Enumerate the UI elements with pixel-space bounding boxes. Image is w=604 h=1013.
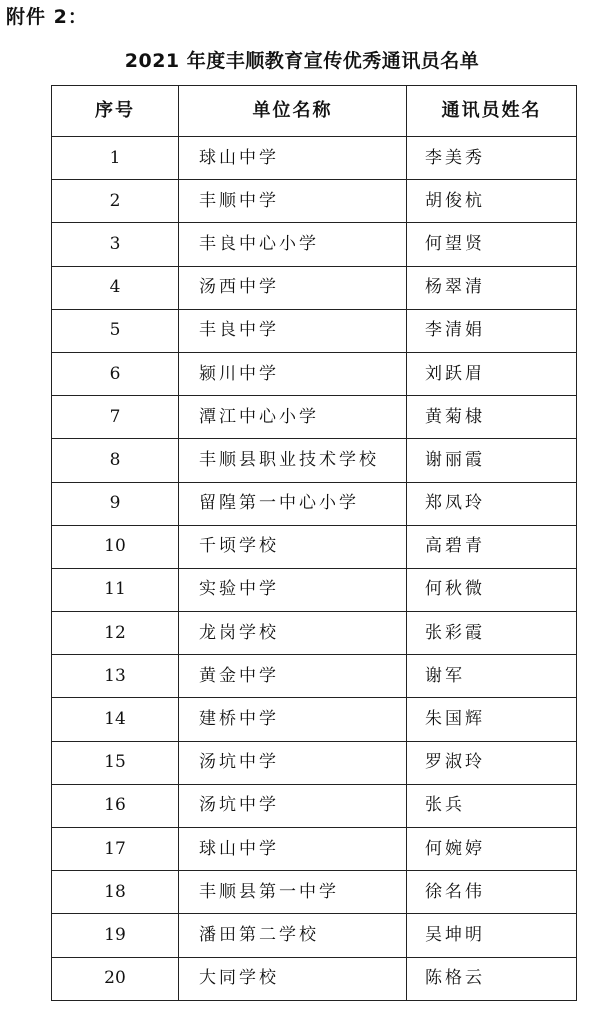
table-row: [52, 137, 577, 180]
table-row: [52, 741, 577, 784]
correspondent-name-cell: 朱国辉: [407, 698, 577, 741]
table-row: [52, 309, 577, 352]
serial-number-cell: 7: [52, 396, 179, 439]
correspondent-name-cell: 高碧青: [407, 525, 577, 568]
serial-number-cell: 20: [52, 957, 179, 1000]
table-row: [52, 871, 577, 914]
serial-number-cell: 6: [52, 352, 179, 395]
correspondent-name-cell: 黄菊棣: [407, 396, 577, 439]
table-row: [52, 525, 577, 568]
table-row: [52, 352, 577, 395]
table-row: [52, 223, 577, 266]
unit-name-cell: 大同学校: [179, 957, 407, 1000]
serial-number-cell: 1: [52, 137, 179, 180]
serial-number-cell: 2: [52, 180, 179, 223]
table-row: [52, 439, 577, 482]
unit-name-cell: 龙岗学校: [179, 612, 407, 655]
serial-number-cell: 16: [52, 784, 179, 827]
unit-name-cell: 球山中学: [179, 828, 407, 871]
table-row: [52, 655, 577, 698]
unit-name-cell: 实验中学: [179, 568, 407, 611]
unit-name-cell: 留隍第一中心小学: [179, 482, 407, 525]
correspondent-name-cell: 杨翠清: [407, 266, 577, 309]
table-row: [52, 698, 577, 741]
serial-number-cell: 11: [52, 568, 179, 611]
unit-name-cell: 千顷学校: [179, 525, 407, 568]
serial-number-cell: 12: [52, 612, 179, 655]
serial-number-cell: 10: [52, 525, 179, 568]
correspondent-name-cell: 陈格云: [407, 957, 577, 1000]
table-body: [52, 137, 577, 1001]
table-row: [52, 180, 577, 223]
table-row: [52, 914, 577, 957]
correspondent-name-cell: 何婉婷: [407, 828, 577, 871]
correspondent-name-cell: 李清娟: [407, 309, 577, 352]
header-serial-number: 序号: [52, 86, 179, 137]
correspondent-name-cell: 谢丽霞: [407, 439, 577, 482]
unit-name-cell: 球山中学: [179, 137, 407, 180]
correspondent-name-cell: 张彩霞: [407, 612, 577, 655]
table-row: [52, 612, 577, 655]
unit-name-cell: 建桥中学: [179, 698, 407, 741]
unit-name-cell: 汤西中学: [179, 266, 407, 309]
correspondent-name-cell: 何秋微: [407, 568, 577, 611]
unit-name-cell: 丰顺县第一中学: [179, 871, 407, 914]
unit-name-cell: 潭江中心小学: [179, 396, 407, 439]
serial-number-cell: 3: [52, 223, 179, 266]
table-row: [52, 784, 577, 827]
unit-name-cell: 汤坑中学: [179, 784, 407, 827]
unit-name-cell: 潘田第二学校: [179, 914, 407, 957]
correspondent-table: [51, 85, 577, 1001]
serial-number-cell: 18: [52, 871, 179, 914]
serial-number-cell: 14: [52, 698, 179, 741]
correspondent-name-cell: 何望贤: [407, 223, 577, 266]
serial-number-cell: 5: [52, 309, 179, 352]
unit-name-cell: 丰顺县职业技术学校: [179, 439, 407, 482]
serial-number-cell: 17: [52, 828, 179, 871]
correspondent-name-cell: 郑凤玲: [407, 482, 577, 525]
table-row: [52, 396, 577, 439]
unit-name-cell: 丰良中学: [179, 309, 407, 352]
correspondent-name-cell: 胡俊杭: [407, 180, 577, 223]
correspondent-name-cell: 吴坤明: [407, 914, 577, 957]
table-row: [52, 957, 577, 1000]
serial-number-cell: 8: [52, 439, 179, 482]
table-row: [52, 482, 577, 525]
correspondent-name-cell: 刘跃眉: [407, 352, 577, 395]
correspondent-name-cell: 张兵: [407, 784, 577, 827]
unit-name-cell: 颍川中学: [179, 352, 407, 395]
table-header-row: [52, 86, 577, 137]
unit-name-cell: 黄金中学: [179, 655, 407, 698]
attachment-label: 附件 2：: [6, 6, 88, 28]
header-unit-name: 单位名称: [179, 86, 407, 137]
table-row: [52, 568, 577, 611]
document-title: 2021 年度丰顺教育宣传优秀通讯员名单: [124, 50, 480, 72]
correspondent-name-cell: 谢军: [407, 655, 577, 698]
table-row: [52, 828, 577, 871]
serial-number-cell: 4: [52, 266, 179, 309]
correspondent-name-cell: 徐名伟: [407, 871, 577, 914]
unit-name-cell: 丰顺中学: [179, 180, 407, 223]
serial-number-cell: 9: [52, 482, 179, 525]
table-row: [52, 266, 577, 309]
header-correspondent-name: 通讯员姓名: [407, 86, 577, 137]
serial-number-cell: 19: [52, 914, 179, 957]
unit-name-cell: 丰良中心小学: [179, 223, 407, 266]
serial-number-cell: 15: [52, 741, 179, 784]
unit-name-cell: 汤坑中学: [179, 741, 407, 784]
correspondent-name-cell: 李美秀: [407, 137, 577, 180]
correspondent-name-cell: 罗淑玲: [407, 741, 577, 784]
serial-number-cell: 13: [52, 655, 179, 698]
